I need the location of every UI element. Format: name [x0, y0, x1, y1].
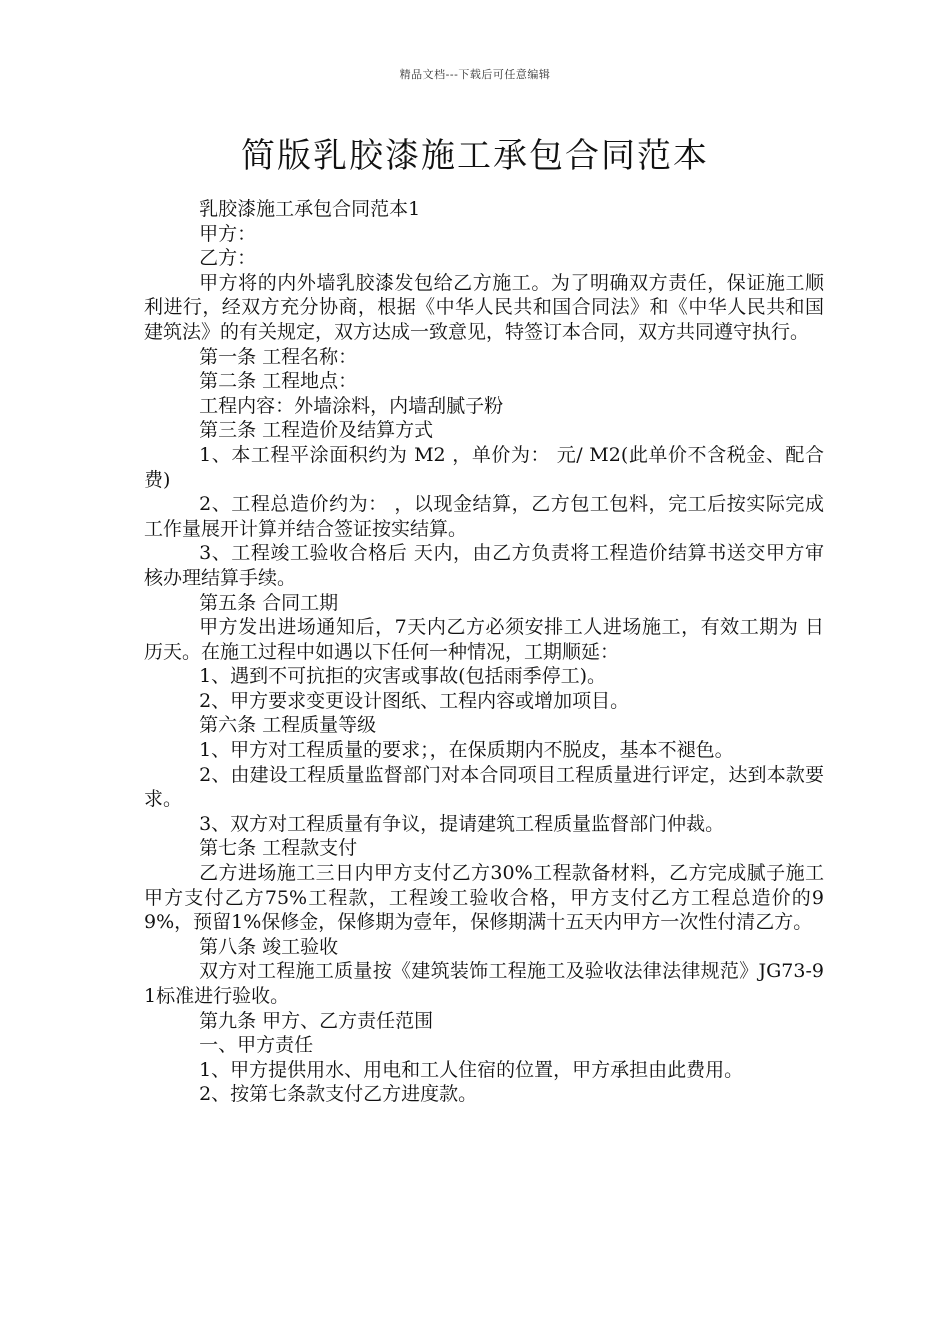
- document-body: [144, 197, 824, 1107]
- clause-item: 1、遇到不可抗拒的灾害或事故(包括雨季停工)。: [199, 665, 607, 688]
- clause-item: 3、工程竣工验收合格后 天内，由乙方负责将工程造价结算书送交甲方审核办理结算手续。: [144, 542, 824, 589]
- article-heading: 第二条 工程地点：: [199, 370, 358, 393]
- clause-item: 2、由建设工程质量监督部门对本合同项目工程质量进行评定，达到本款要求。: [144, 763, 824, 811]
- clause-item: 2、甲方要求变更设计图纸、工程内容或增加项目。: [199, 689, 630, 712]
- section-heading: 乳胶漆施工承包合同范本1: [199, 198, 421, 220]
- party-b-line: 乙方：: [199, 247, 257, 270]
- clause-item: 2、工程总造价约为： ，以现金结算，乙方包工包料，完工后按实际完成工作量展开计算并结合签证按实结算。: [144, 493, 824, 540]
- page-header: 精品文档---下载后可任意编辑: [399, 68, 551, 81]
- clause-item: 2、按第七条款支付乙方进度款。: [199, 1083, 478, 1106]
- paragraph: 甲方发出进场通知后，7天内乙方必须安排工人进场施工，有效工期为 日历天。在施工过程中如遇以下任何一种情况，工期顺延：: [144, 616, 824, 663]
- preamble-paragraph: 甲方将的内外墙乳胶漆发包给乙方施工。为了明确双方责任，保证施工顺利进行，经双方充分协商，根据《中华人民共和国合同法》和《中华人民共和国建筑法》的有关规定，双方达成一致意见，特签订本合同，双方共同遵守执行。: [144, 271, 824, 343]
- article-heading: 第八条 竣工验收: [199, 935, 339, 958]
- article-heading: 第九条 甲方、乙方责任范围: [199, 1009, 434, 1032]
- paragraph: 乙方进场施工三日内甲方支付乙方30%工程款备材料，乙方完成腻子施工甲方支付乙方75%工程款，工程竣工验收合格，甲方支付乙方工程总造价的99%，预留1%保修金，保修期为壹年，保修期满十五天内甲方一次性付清乙方。: [144, 862, 824, 934]
- clause-item: 3、双方对工程质量有争议，提请建筑工程质量监督部门仲裁。: [199, 812, 725, 835]
- article-heading: 第三条 工程造价及结算方式: [199, 419, 434, 442]
- article-heading: 第五条 合同工期: [199, 591, 339, 614]
- clause-item: 1、甲方提供用水、用电和工人住宿的位置，甲方承担由此费用。: [199, 1058, 744, 1081]
- clause-item: 1、本工程平涂面积约为 M2 ，单价为： 元/ M2(此单价不含税金、配合费): [144, 443, 824, 491]
- paragraph: 工程内容：外墙涂料，内墙刮腻子粉: [199, 394, 504, 417]
- paragraph: 双方对工程施工质量按《建筑装饰工程施工及验收法律法律规范》JG73-91标准进行验收。: [144, 960, 824, 1007]
- article-heading: 第一条 工程名称：: [199, 345, 358, 368]
- party-a-line: 甲方：: [199, 222, 257, 245]
- document-title: 简版乳胶漆施工承包合同范本: [241, 136, 709, 176]
- article-heading: 第六条 工程质量等级: [199, 714, 377, 737]
- sub-heading: 一、甲方责任: [199, 1034, 314, 1057]
- clause-item: 1、甲方对工程质量的要求；，在保质期内不脱皮，基本不褪色。: [199, 739, 734, 762]
- article-heading: 第七条 工程款支付: [199, 837, 358, 860]
